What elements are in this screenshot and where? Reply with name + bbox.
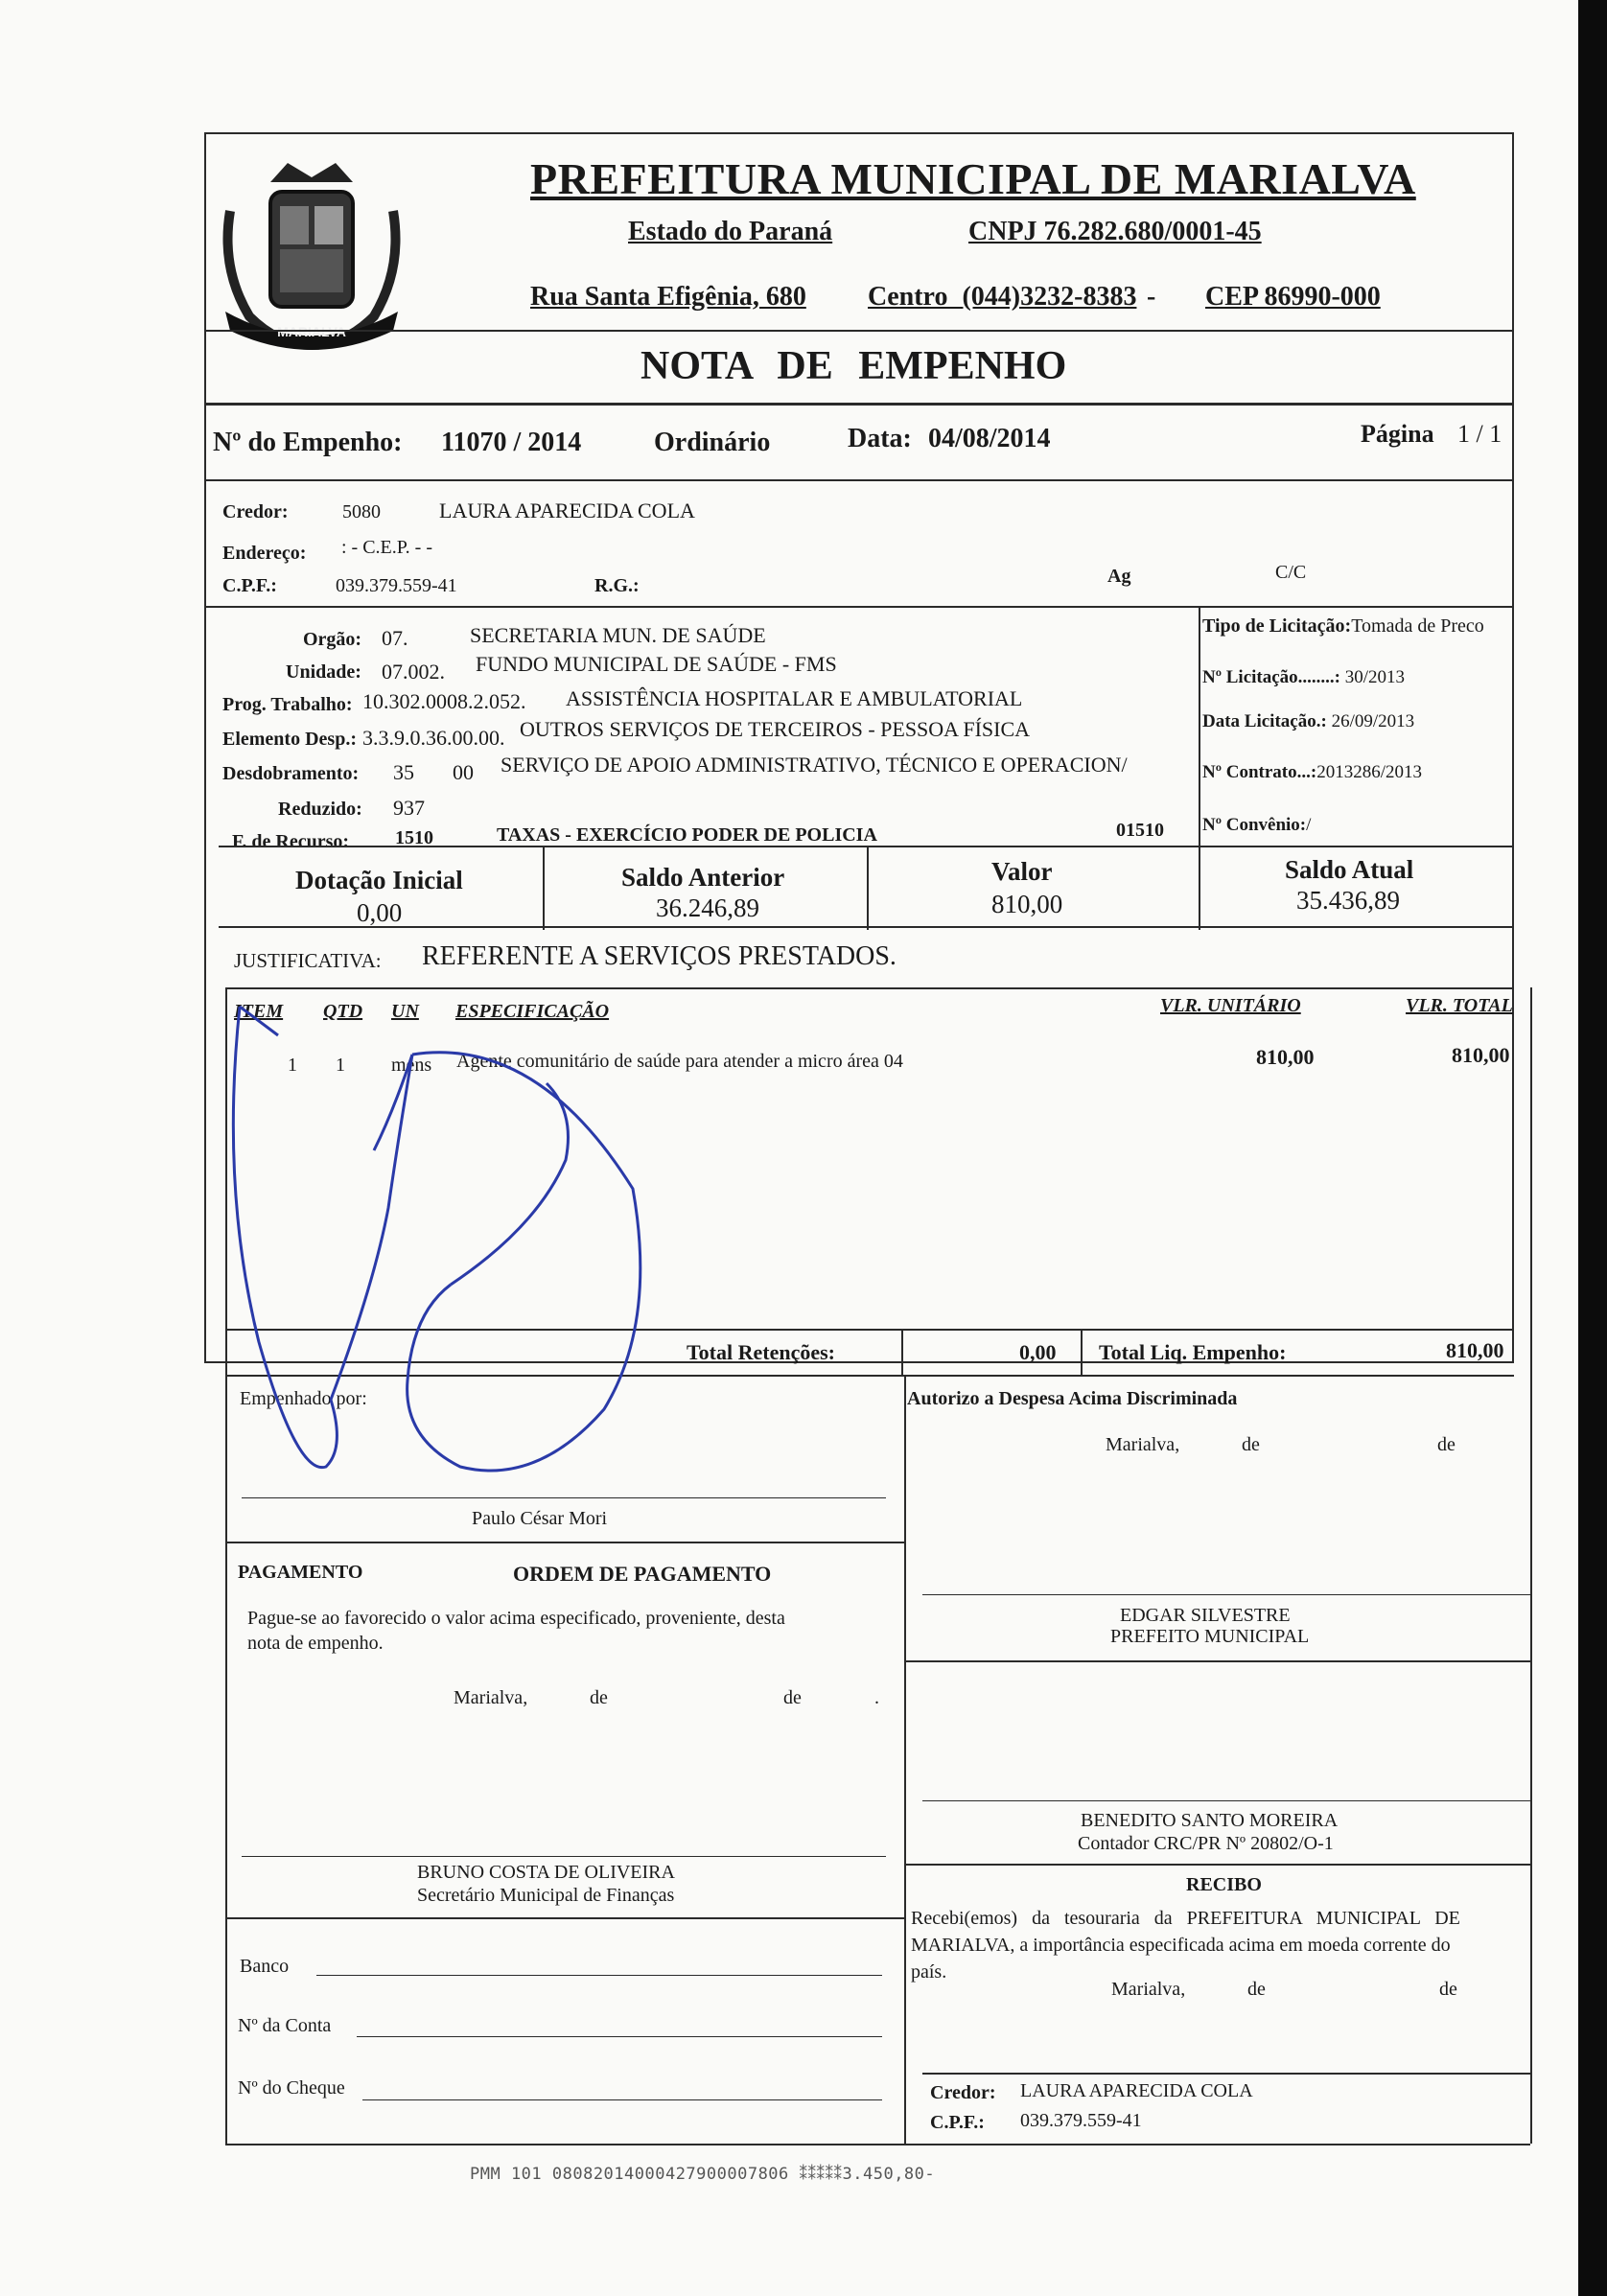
cnpj: CNPJ 76.282.680/0001-45 [968, 217, 1262, 246]
footer-code: PMM 101 08082014000427900007806 ⁑⁑⁑⁑⁑3.450,80- [470, 2165, 936, 2184]
recibo-city: Marialva, [1111, 1979, 1186, 2000]
item-number: 1 [288, 1055, 297, 1076]
recurso-label: F. de Recurso: [232, 831, 350, 852]
contrato [1202, 762, 1422, 783]
item-unit-value: 810,00 [1256, 1045, 1315, 1069]
secretario-title: Secretário Municipal de Finanças [417, 1885, 675, 1906]
endereco-value: : - C.E.P. - - [341, 537, 432, 558]
recurso-number: 01510 [1116, 820, 1164, 841]
desdobramento-code: 35 [393, 760, 414, 784]
justificativa-label: JUSTIFICATIVA: [234, 949, 382, 972]
pague-line2: nota de empenho. [247, 1633, 384, 1654]
pagamento-label: PAGAMENTO [238, 1562, 363, 1583]
autorizo-label: Autorizo a Despesa Acima Discriminada [907, 1388, 1238, 1409]
empenhado-name: Paulo César Mori [472, 1508, 608, 1529]
empenhado-label: Empenhado por: [240, 1388, 367, 1409]
empenho-number: 11070 / 2014 [441, 428, 582, 457]
item-desc: Agente comunitário de saúde para atender a micro área 04 [456, 1051, 903, 1072]
prog-trabalho-label: Prog. Trabalho: [222, 694, 353, 715]
pague-de1: de [590, 1687, 608, 1708]
contrato-value: 2013286/2013 [1316, 762, 1422, 782]
page-label: Página [1361, 420, 1434, 448]
desdobramento-label: Desdobramento: [222, 763, 360, 784]
recurso-code: 1510 [395, 827, 433, 848]
cheque-label: Nº do Cheque [238, 2077, 345, 2099]
contador-title: Contador CRC/PR Nº 20802/O-1 [1078, 1833, 1334, 1854]
orgao-label: Orgão: [303, 629, 362, 650]
prog-trabalho-desc: ASSISTÊNCIA HOSPITALAR E AMBULATORIAL [566, 686, 1023, 710]
municipality-title: PREFEITURA MUNICIPAL DE MARIALVA [530, 154, 1416, 203]
liquido-value: 810,00 [1446, 1338, 1504, 1362]
conta-label: Nº da Conta [238, 2015, 332, 2036]
saldo-anterior-label: Saldo Anterior [621, 863, 785, 892]
crest-logo-icon [211, 153, 412, 355]
handwritten-signature [221, 997, 662, 1496]
pague-dot: . [874, 1687, 879, 1708]
convenio [1202, 815, 1311, 836]
data-licitacao-value: 26/09/2013 [1331, 711, 1415, 731]
prefeito-name: EDGAR SILVESTRE [1120, 1605, 1291, 1626]
street-address: Rua Santa Efigênia, 680 [530, 282, 806, 312]
tipo-licitacao-value: Tomada de Preco [1351, 615, 1484, 637]
autorizo-de2: de [1437, 1434, 1456, 1455]
contrato-label: Nº Contrato...: [1202, 762, 1317, 782]
elemento-code: 3.3.9.0.36.00.00. [362, 726, 505, 750]
data-licitacao [1202, 711, 1414, 732]
item-qtd: 1 [336, 1055, 345, 1076]
liquido-label: Total Liq. Empenho: [1099, 1340, 1287, 1364]
empenho-number-label: Nº do Empenho: [213, 428, 403, 457]
empenho-date: 04/08/2014 [928, 424, 1051, 453]
ag-label: Ag [1107, 566, 1131, 587]
num-licitacao [1202, 667, 1405, 688]
orgao-code: 07. [382, 626, 408, 650]
saldo-atual-label: Saldo Atual [1285, 855, 1414, 884]
crest-text: MARIALVA [277, 324, 346, 339]
state-name: Estado do Paraná [628, 217, 833, 246]
recibo-line1: Recebi(emos) da tesouraria da PREFEITURA MUNICIPAL DE [911, 1908, 1460, 1929]
credor-label: Credor: [222, 501, 289, 522]
prog-trabalho-code: 10.302.0008.2.052. [362, 689, 526, 713]
retencoes-label: Total Retenções: [687, 1340, 835, 1364]
banco-label: Banco [240, 1956, 290, 1977]
data-licitacao-label: Data Licitação.: [1202, 711, 1327, 731]
page-number: 1 / 1 [1457, 420, 1502, 448]
item-total-value: 810,00 [1452, 1043, 1510, 1067]
cep: CEP 86990-000 [1205, 282, 1381, 312]
recibo-credor-label: Credor: [930, 2082, 996, 2103]
banco-line[interactable] [316, 1975, 882, 1976]
tipo-licitacao [1202, 615, 1484, 638]
empenho-type: Ordinário [654, 428, 771, 457]
desdobramento-code2: 00 [453, 760, 474, 784]
cpf-label: C.P.F.: [222, 575, 277, 596]
conta-line[interactable] [357, 2036, 882, 2037]
endereco-label: Endereço: [222, 543, 307, 564]
pague-line1: Pague-se ao favorecido o valor acima especificado, proveniente, desta [247, 1608, 785, 1629]
recibo-de1: de [1247, 1979, 1266, 2000]
prefeito-title: PREFEITO MUNICIPAL [1110, 1626, 1310, 1647]
recibo-cpf-label: C.P.F.: [930, 2112, 985, 2133]
credor-name: LAURA APARECIDA COLA [439, 499, 695, 522]
col-especificacao: ESPECIFICAÇÃO [455, 1001, 610, 1022]
district-phone: Centro (044)3232-8383 [868, 282, 1137, 312]
secretario-name: BRUNO COSTA DE OLIVEIRA [417, 1862, 675, 1883]
convenio-label: Nº Convênio: [1202, 815, 1307, 835]
contador-name: BENEDITO SANTO MOREIRA [1081, 1810, 1339, 1831]
address-dash: - [1147, 282, 1156, 312]
unidade-label: Unidade: [286, 661, 361, 683]
unidade-code: 07.002. [382, 660, 445, 684]
elemento-desc: OUTROS SERVIÇOS DE TERCEIROS - PESSOA FÍSICA [520, 717, 1031, 741]
col-item: ITEM [234, 1001, 284, 1022]
valor-label: Valor [991, 857, 1053, 886]
col-vlr-unitario: VLR. UNITÁRIO [1160, 995, 1301, 1016]
recibo-line3: país. [911, 1961, 947, 1983]
empenho-date-label: Data: [848, 424, 912, 453]
convenio-value: / [1306, 815, 1312, 835]
autorizo-de1: de [1242, 1434, 1260, 1455]
elemento-label: Elemento Desp.: [222, 729, 357, 750]
recurso-desc: TAXAS - EXERCÍCIO PODER DE POLICIA [497, 824, 877, 846]
orgao-desc: SECRETARIA MUN. DE SAÚDE [470, 623, 766, 647]
credor-code: 5080 [342, 501, 381, 522]
rg-label: R.G.: [594, 575, 640, 596]
cheque-line[interactable] [362, 2099, 882, 2100]
col-vlr-total: VLR. TOTAL [1406, 995, 1513, 1016]
dotacao-value: 0,00 [357, 898, 403, 927]
saldo-atual-value: 35.436,89 [1296, 886, 1400, 915]
valor-value: 810,00 [991, 890, 1063, 918]
pague-city: Marialva, [454, 1687, 528, 1708]
recibo-cpf-value: 039.379.559-41 [1020, 2110, 1142, 2131]
retencoes-value: 0,00 [1019, 1340, 1057, 1364]
col-qtd: QTD [323, 1001, 363, 1022]
recibo-credor-name: LAURA APARECIDA COLA [1020, 2080, 1253, 2101]
unidade-desc: FUNDO MUNICIPAL DE SAÚDE - FMS [476, 652, 837, 676]
num-licitacao-value: 30/2013 [1344, 667, 1406, 687]
item-un: mens [391, 1055, 432, 1076]
recibo-de2: de [1439, 1979, 1457, 2000]
scan-edge [1578, 0, 1607, 2296]
saldo-anterior-value: 36.246,89 [656, 893, 759, 922]
col-un: UN [391, 1001, 419, 1022]
document-title: NOTA DE EMPENHO [640, 344, 1067, 388]
cc-label: C/C [1275, 562, 1307, 583]
pague-de2: de [783, 1687, 802, 1708]
justificativa-text: REFERENTE A SERVIÇOS PRESTADOS. [422, 941, 897, 971]
reduzido-code: 937 [393, 796, 425, 820]
ordem-pagamento-label: ORDEM DE PAGAMENTO [513, 1562, 772, 1586]
recibo-label: RECIBO [1186, 1874, 1262, 1895]
recibo-line2: MARIALVA, a importância especificada acima em moeda corrente do [911, 1935, 1451, 1956]
tipo-licitacao-label: Tipo de Licitação: [1202, 615, 1352, 637]
num-licitacao-label: Nº Licitação........: [1202, 667, 1340, 687]
autorizo-city: Marialva, [1106, 1434, 1180, 1455]
reduzido-label: Reduzido: [278, 799, 362, 820]
cpf-value: 039.379.559-41 [336, 575, 457, 596]
desdobramento-desc: SERVIÇO DE APOIO ADMINISTRATIVO, TÉCNICO E OPERACION/ [501, 753, 1128, 777]
dotacao-label: Dotação Inicial [295, 866, 463, 894]
